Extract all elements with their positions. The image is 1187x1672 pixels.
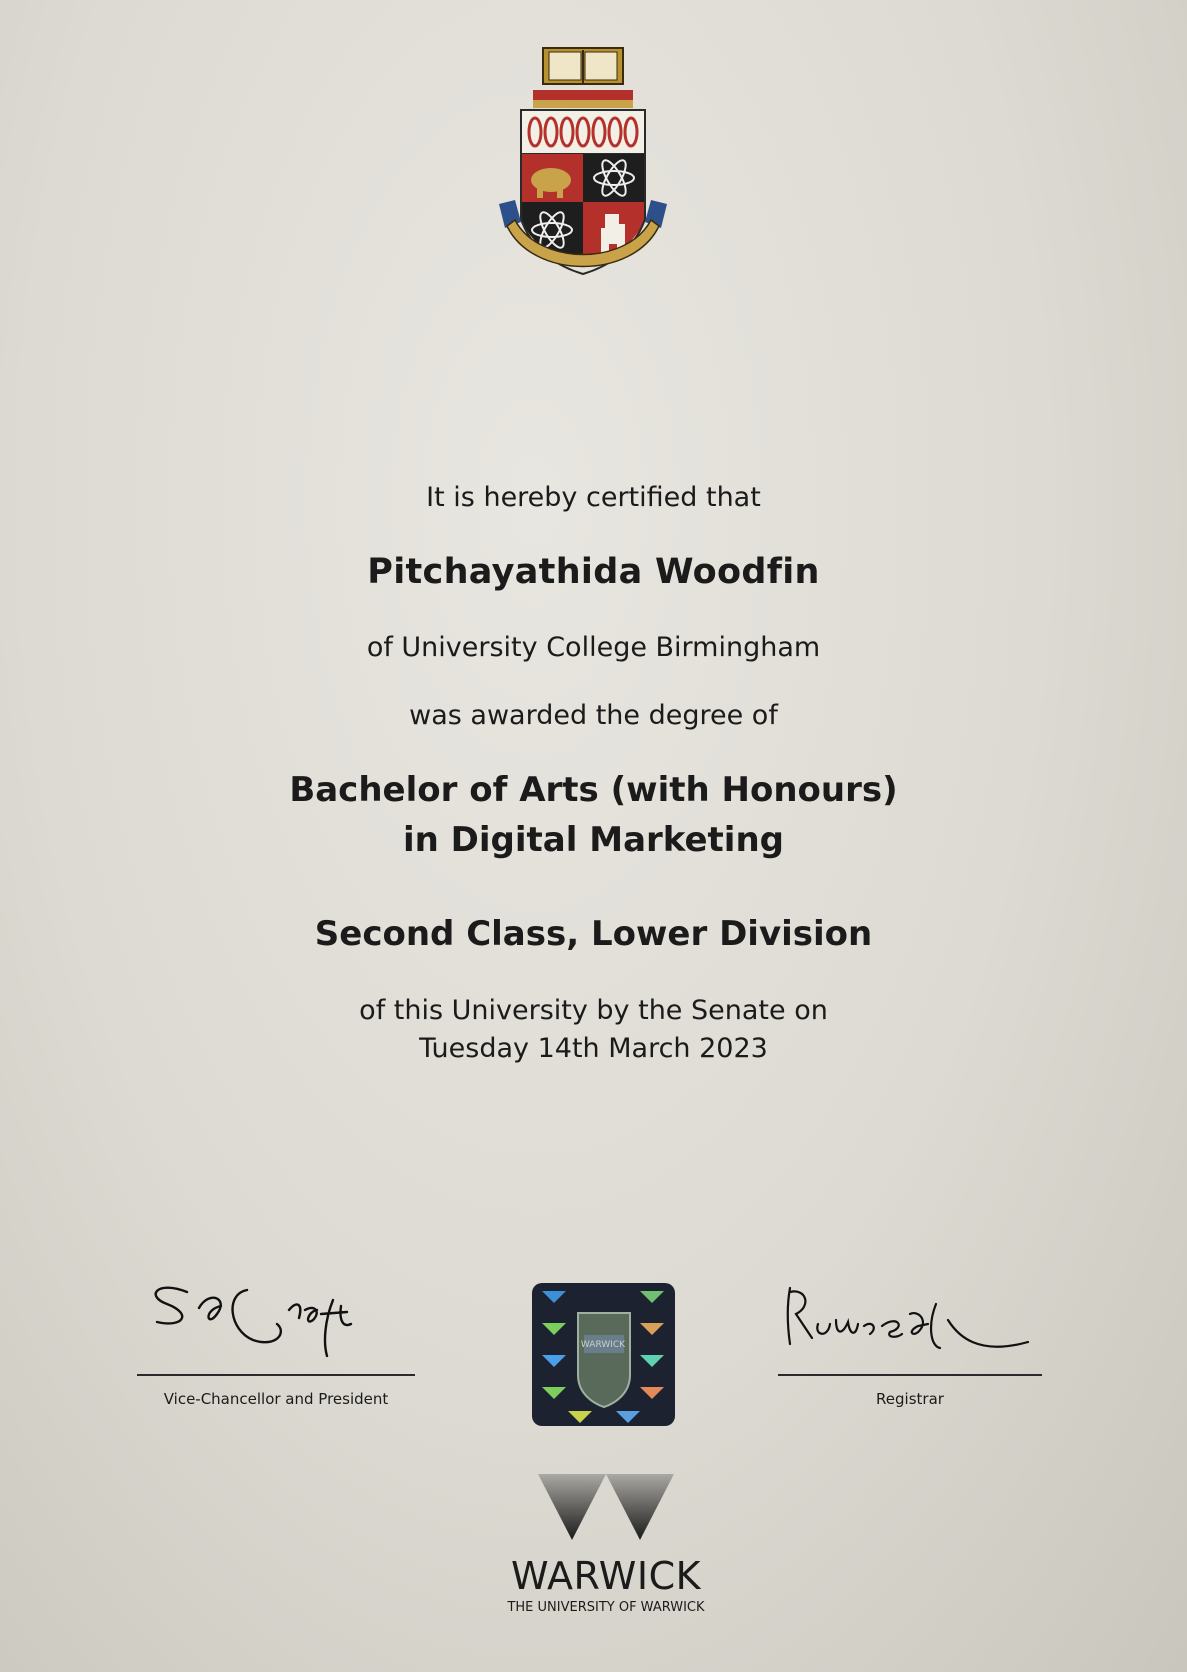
registrar-signature-icon bbox=[778, 1280, 1042, 1366]
college-line bbox=[0, 632, 1187, 663]
registrar-signature-line bbox=[778, 1374, 1042, 1376]
degree-classification bbox=[0, 914, 1187, 954]
vice-chancellor-signature-block bbox=[137, 1270, 415, 1408]
certified-text: It is hereby certified that bbox=[426, 482, 761, 513]
warwick-logo bbox=[500, 1472, 712, 1622]
hologram-text: WARWICK bbox=[580, 1340, 626, 1350]
warwick-wordmark: WARWICK bbox=[510, 1554, 702, 1598]
awarded-line bbox=[0, 700, 1187, 731]
degree-line-1: Bachelor of Arts (with Honours) bbox=[289, 770, 898, 810]
degree-title bbox=[0, 765, 1187, 865]
vice-chancellor-title: Vice-Chancellor and President bbox=[163, 1390, 389, 1408]
warwick-w-mark-icon bbox=[500, 1472, 712, 1552]
senate-line-2: Tuesday 14th March 2023 bbox=[419, 1033, 768, 1064]
classification-text: Second Class, Lower Division bbox=[314, 914, 873, 954]
degree-line-2: in Digital Marketing bbox=[402, 820, 784, 860]
certified-statement bbox=[0, 482, 1187, 513]
vice-chancellor-signature-line bbox=[137, 1374, 415, 1376]
recipient-name-text: Pitchayathida Woodfin bbox=[367, 552, 820, 592]
senate-statement bbox=[0, 992, 1187, 1068]
senate-line-1: of this University by the Senate on bbox=[359, 995, 828, 1026]
hologram-seal-icon bbox=[532, 1283, 675, 1426]
college-text: of University College Birmingham bbox=[366, 632, 821, 663]
registrar-signature-block bbox=[778, 1280, 1042, 1408]
recipient-name bbox=[0, 552, 1187, 592]
awarded-text: was awarded the degree of bbox=[409, 700, 778, 731]
registrar-title: Registrar bbox=[876, 1390, 944, 1408]
warwick-subtitle: THE UNIVERSITY OF WARWICK bbox=[507, 1600, 705, 1615]
university-crest-icon bbox=[493, 44, 673, 294]
vice-chancellor-signature-icon bbox=[137, 1270, 415, 1366]
